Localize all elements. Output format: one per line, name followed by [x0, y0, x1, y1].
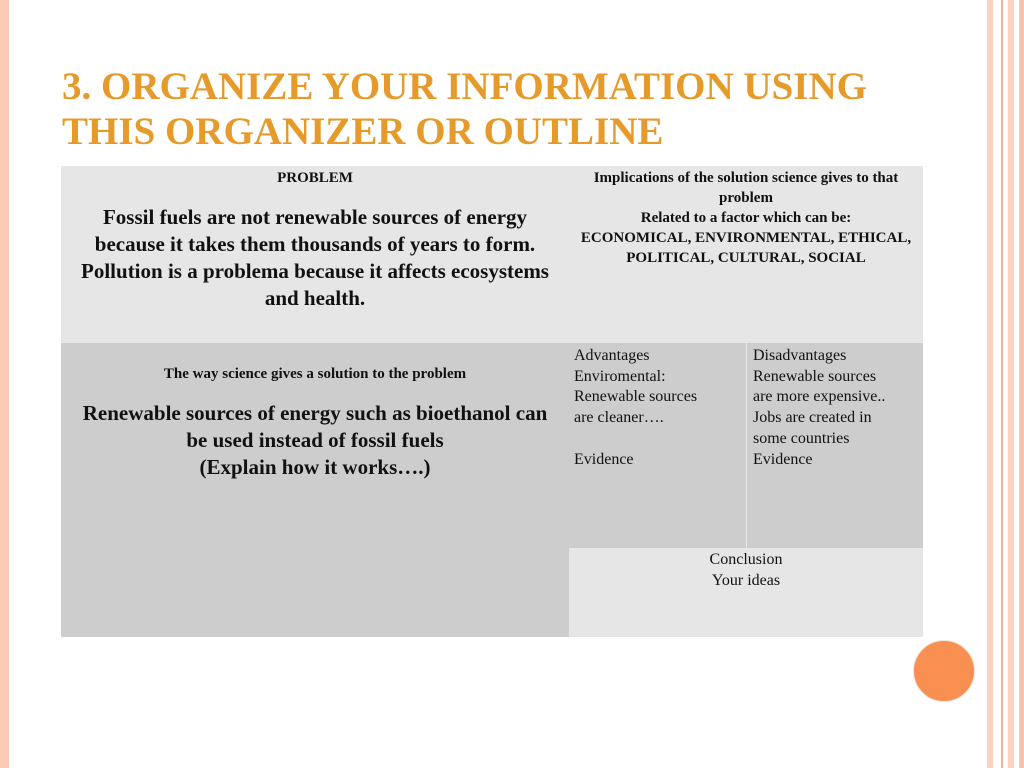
solution-cell	[61, 343, 569, 637]
advantages-line: Renewable sources	[574, 388, 698, 406]
advantages-line: Evidence	[574, 450, 634, 468]
advantages-line: Advantages	[574, 347, 650, 364]
problem-text-1: Fossil fuels are not renewable sources of energy because it takes them thousands of years to form.	[94, 205, 536, 256]
advantages-cell	[569, 343, 746, 548]
implications-text	[569, 166, 923, 268]
conclusion-prompt: Your ideas	[711, 571, 781, 589]
disadvantages-line: some countries	[753, 429, 850, 447]
implications-line-1: Implications of the solution science gives to that problem	[593, 170, 899, 206]
implications-factors: ECONOMICAL, ENVIRONMENTAL, ETHICAL, POLITICAL, CULTURAL, SOCIAL	[580, 230, 912, 266]
right-stripe	[987, 0, 993, 768]
advantages-text	[574, 346, 746, 470]
slide-title: 3. ORGANIZE YOUR INFORMATION USING THIS ORGANIZER OR OUTLINE	[62, 65, 867, 153]
disadvantages-line: are more expensive..	[753, 388, 886, 406]
disadvantages-cell	[746, 343, 923, 548]
disadvantages-text	[753, 346, 923, 470]
problem-cell	[61, 166, 569, 343]
right-stripe	[1001, 0, 1003, 768]
solution-text	[61, 400, 569, 481]
advantages-line: are cleaner….	[574, 409, 664, 427]
disadvantages-line: Evidence	[753, 450, 813, 468]
disadvantages-line: Renewable sources	[753, 367, 877, 385]
implications-line-2: Related to a factor which can be:	[640, 210, 852, 226]
left-decor-stripe	[0, 0, 9, 768]
problem-heading: PROBLEM	[277, 170, 353, 186]
problem-text-2: Pollution is a problema because it affects ecosystems and health.	[81, 259, 549, 310]
implications-cell	[569, 166, 923, 343]
conclusion-label: Conclusion	[709, 551, 783, 568]
solution-text-1: Renewable sources of energy such as bioethanol can be used instead of fossil fuels	[82, 401, 548, 452]
decorative-circle	[913, 640, 975, 702]
right-stripe	[1019, 0, 1024, 768]
solution-text-2: (Explain how it works….)	[199, 455, 431, 479]
disadvantages-line: Jobs are created in	[753, 409, 872, 427]
right-decor-stripes	[976, 0, 1024, 768]
advantages-line	[574, 429, 746, 450]
solution-heading: The way science gives a solution to the problem	[163, 366, 467, 382]
advantages-line: Enviromental:	[574, 367, 666, 385]
conclusion-cell	[569, 548, 923, 637]
conclusion-text	[569, 550, 923, 591]
disadvantages-line: Disadvantages	[753, 347, 847, 364]
problem-text	[61, 204, 569, 312]
right-stripe	[1008, 0, 1014, 768]
